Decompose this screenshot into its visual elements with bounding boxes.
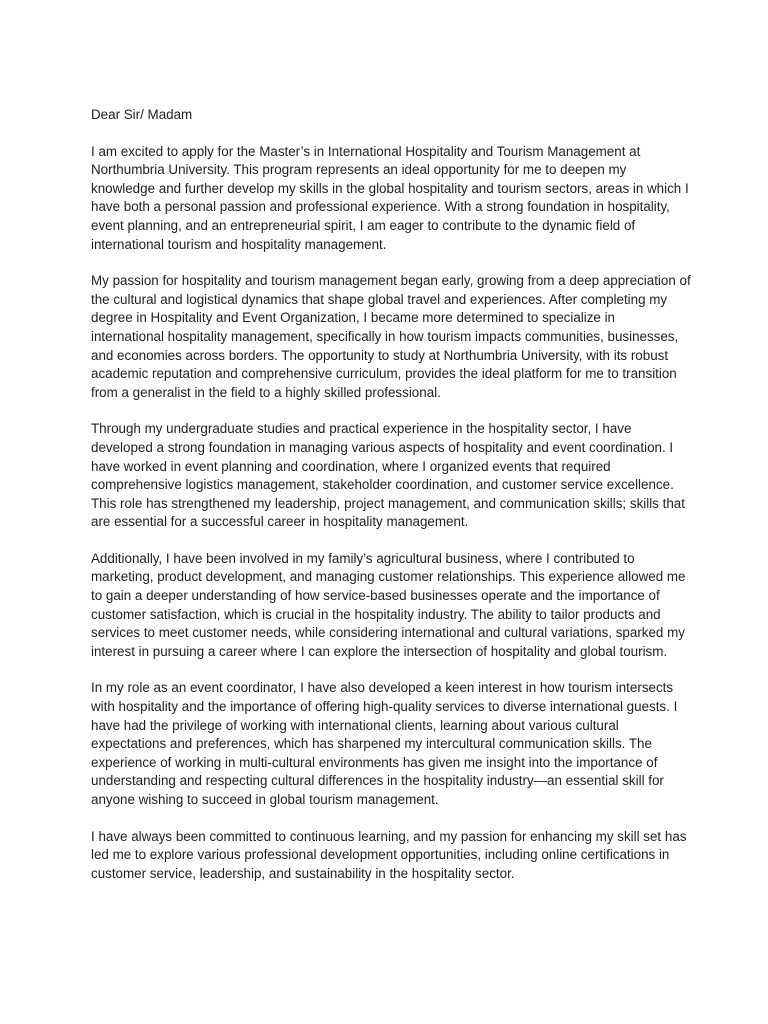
salutation: Dear Sir/ Madam: [91, 107, 193, 122]
paragraph-introduction: I am excited to apply for the Master’s in International Hospitality and Tourism Management at Northumbria University. This program represents an ideal opportunity for me to deepen my knowledge and further develop my skills in the global hospitality and tourism sectors, areas in which I have both a personal passion and professional experience. With a strong foundation in hospitality, event planning, and an entrepreneurial spirit, I am eager to contribute to the dynamic field of international tourism and hospitality management.: [91, 143, 689, 252]
paragraph-continuous-learning: I have always been committed to continuous learning, and my passion for enhancing my skill set has led me to explore various professional development opportunities, including online certifications in customer service, leadership, and sustainability in the hospitality sector.: [91, 828, 687, 881]
paragraph-event-coordinator: In my role as an event coordinator, I have also developed a keen interest in how tourism intersects with hospitality and the importance of offering high-quality services to diverse international guests. I have had the privilege of working with international clients, learning about various cultural expectations and preferences, which has sharpened my intercultural communication skills. The experience of working in multi-cultural environments has given me insight into the importance of understanding and respecting cultural differences in the hospitality industry—an essential skill for anyone wishing to succeed in global tourism management.: [91, 680, 678, 807]
letter-body: [91, 106, 691, 901]
paragraph-family-business: Additionally, I have been involved in my family’s agricultural business, where I contributed to marketing, product development, and managing customer relationships. This experience allowed me to gain a deeper understanding of how service-based businesses operate and the importance of customer satisfaction, which is crucial in the hospitality industry. The ability to tailor products and services to meet customer needs, while considering international and cultural variations, sparked my interest in pursuing a career where I can explore the intersection of hospitality and global tourism.: [91, 550, 686, 659]
paragraph-experience: Through my undergraduate studies and practical experience in the hospitality sector, I have developed a strong foundation in managing various aspects of hospitality and event coordination. I have worked in event planning and coordination, where I organized events that required comprehensive logistics management, stakeholder coordination, and customer service excellence. This role has strengthened my leadership, project management, and communication skills; skills that are essential for a successful career in hospitality management.: [91, 421, 685, 530]
paragraph-passion: My passion for hospitality and tourism management began early, growing from a deep appreciation of the cultural and logistical dynamics that shape global travel and experiences. After completing my degree in Hospitality and Event Organization, I became more determined to specialize in international hospitality management, specifically in how tourism impacts communities, businesses, and economies across borders. The opportunity to study at Northumbria University, with its robust academic reputation and comprehensive curriculum, provides the ideal platform for me to transition from a generalist in the field to a highly skilled professional.: [91, 273, 691, 400]
